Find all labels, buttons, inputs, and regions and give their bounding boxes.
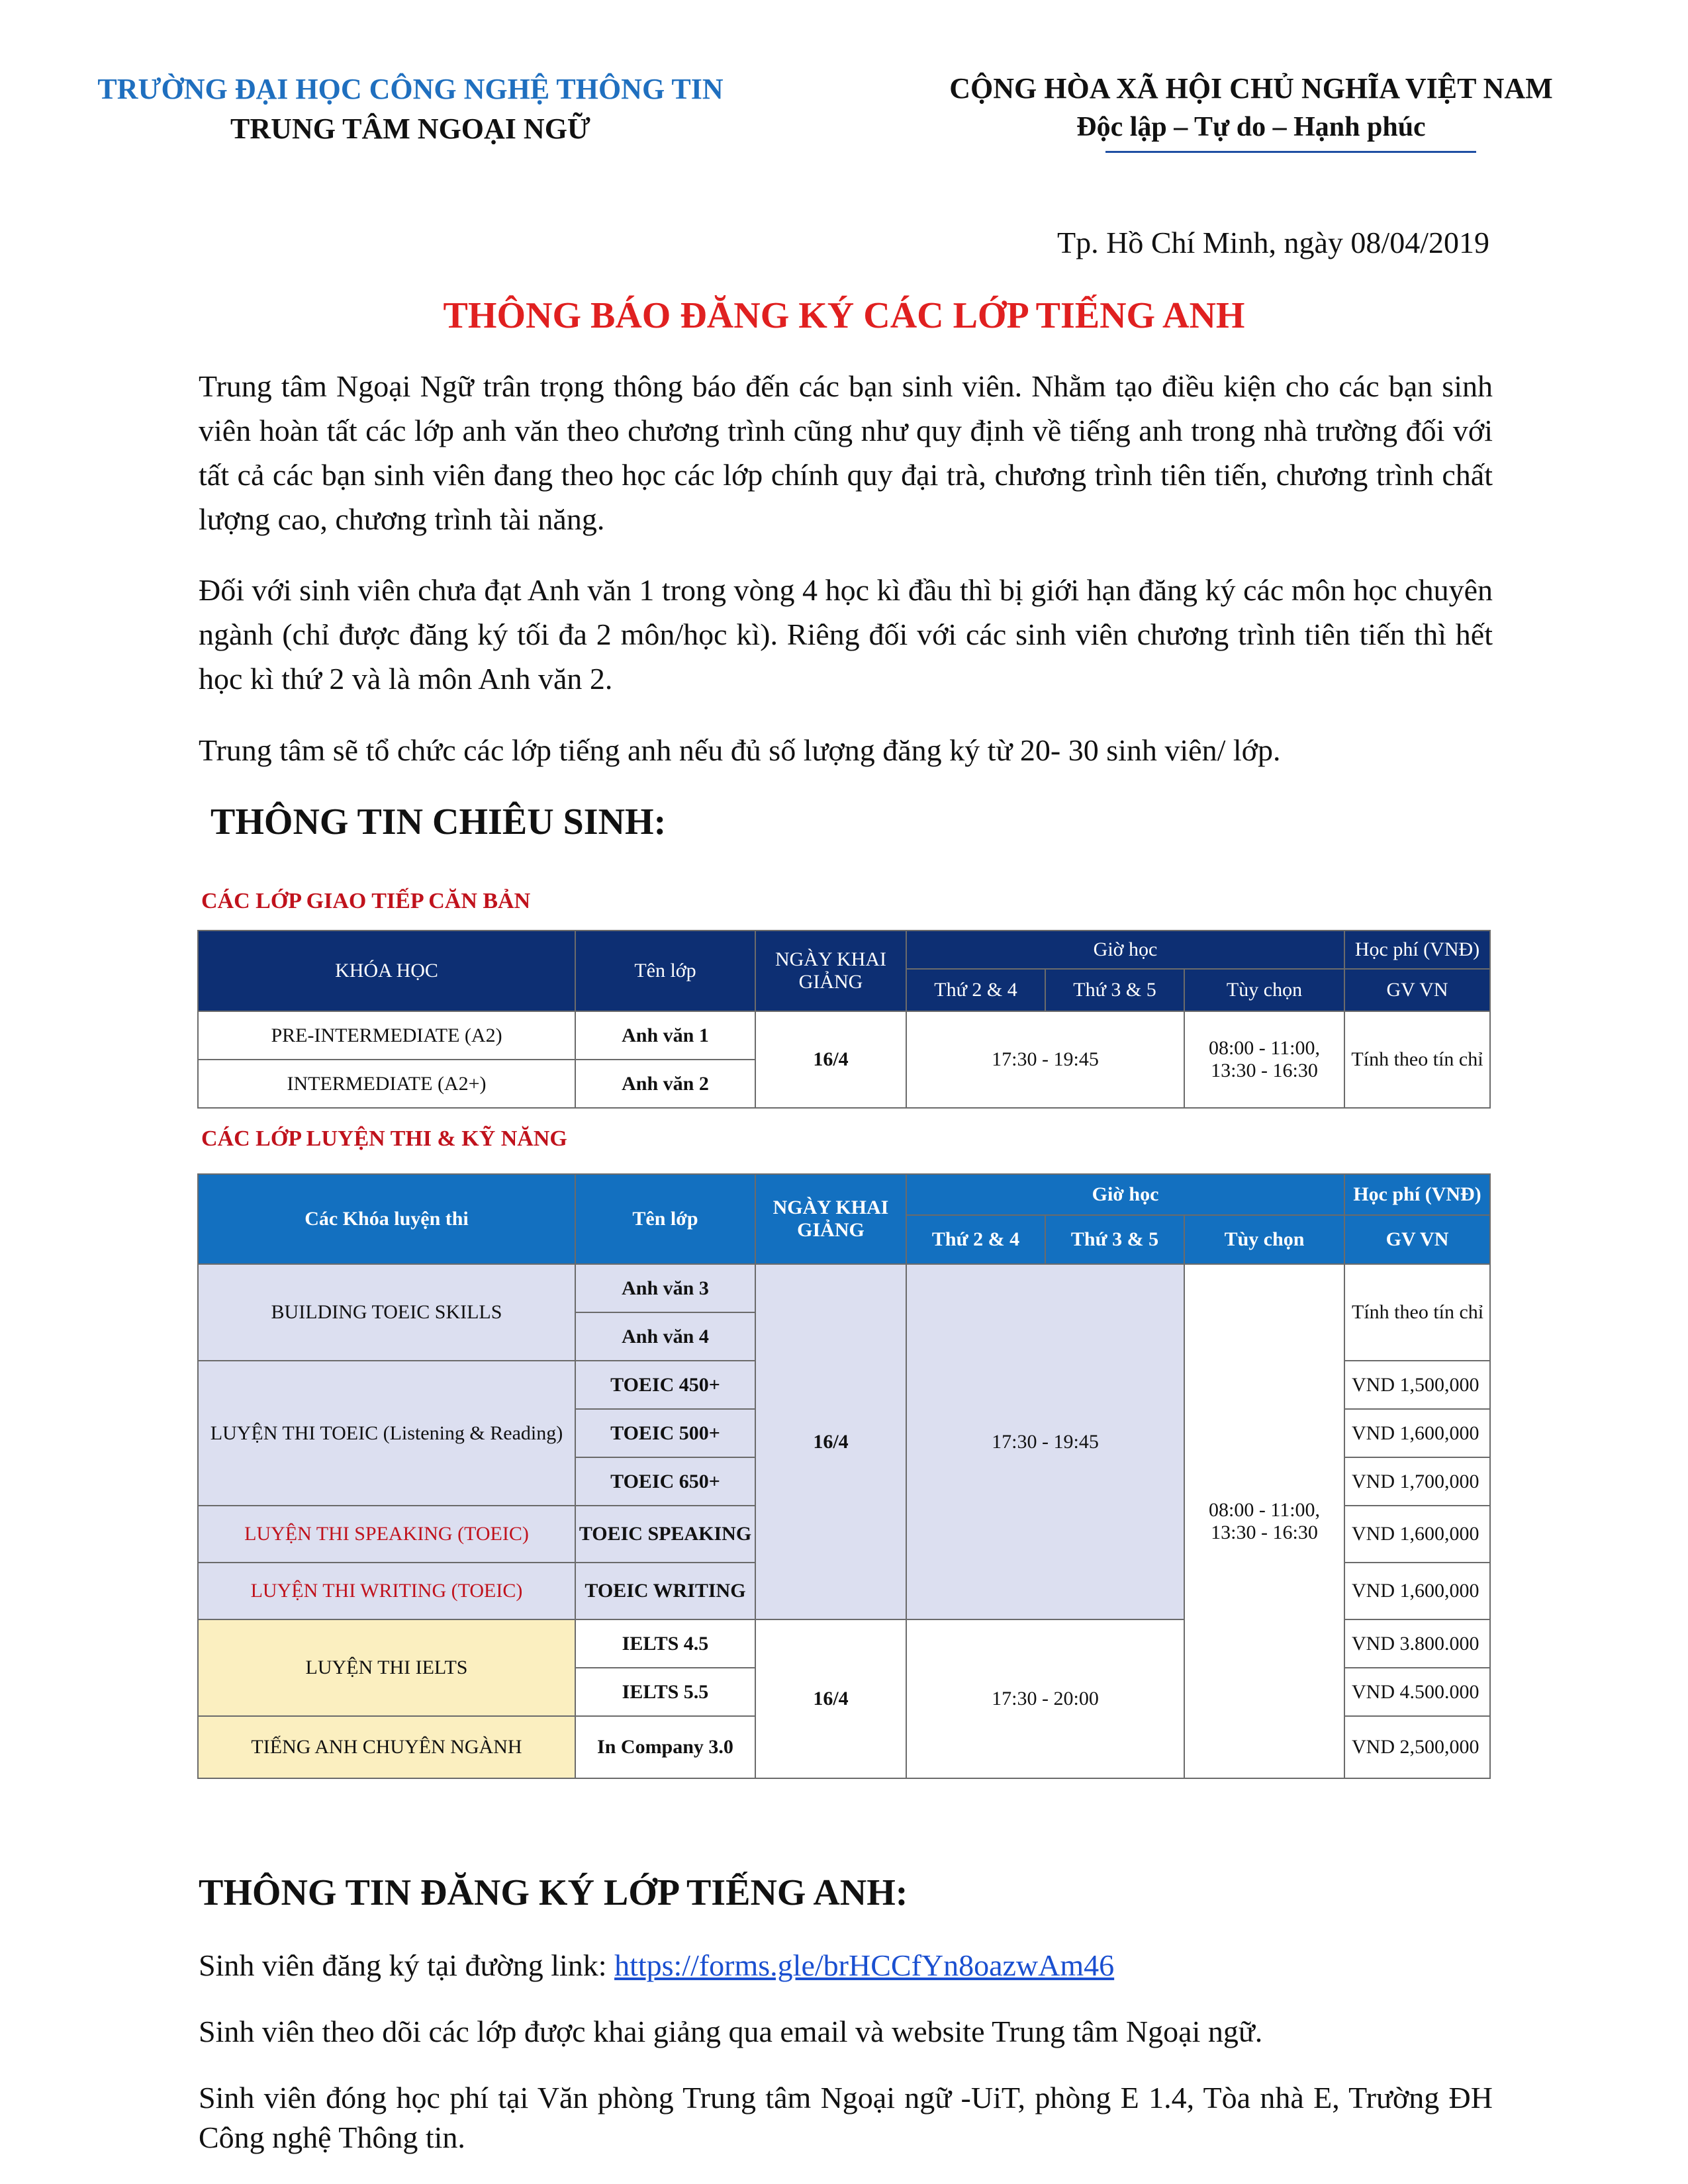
header-course: Các Khóa luyện thi — [198, 1174, 575, 1264]
table-cell-class: Anh văn 2 — [575, 1060, 755, 1108]
table-cell-time: 17:30 - 20:00 — [906, 1619, 1184, 1778]
header-optional: Tùy chọn — [1184, 1215, 1344, 1264]
table-cell-fee: VND 1,600,000 — [1344, 1506, 1490, 1563]
header-left — [79, 69, 741, 149]
register-link-prefix: Sinh viên đăng ký tại đường link: — [199, 1948, 615, 1982]
header-teacher: GV VN — [1344, 1215, 1490, 1264]
table-cell-fee: VND 1,500,000 — [1344, 1361, 1490, 1409]
header-fee: Học phí (VNĐ) — [1344, 931, 1490, 969]
table-cell-class: Anh văn 3 — [575, 1264, 755, 1312]
header-hours: Giờ học — [906, 1174, 1344, 1215]
table-cell-fee: Tính theo tín chỉ — [1344, 1264, 1490, 1361]
header-start-date: NGÀY KHAI GIẢNG — [755, 931, 906, 1011]
table-cell-fee: VND 1,600,000 — [1344, 1563, 1490, 1619]
header-mon-wed: Thứ 2 & 4 — [906, 1215, 1045, 1264]
table-cell-course: PRE-INTERMEDIATE (A2) — [198, 1011, 575, 1060]
table-cell-fee: Tính theo tín chỉ — [1344, 1011, 1490, 1108]
table-cell-course-group: LUYỆN THI WRITING (TOEIC) — [198, 1563, 575, 1619]
exam-prep-table — [197, 1173, 1491, 1779]
national-motto: Độc lập – Tự do – Hạnh phúc — [1076, 112, 1426, 142]
table-cell-start: 16/4 — [755, 1619, 906, 1778]
header-fee: Học phí (VNĐ) — [1344, 1174, 1490, 1215]
header-tue-thu: Thứ 3 & 5 — [1045, 969, 1184, 1011]
table-cell-class: IELTS 4.5 — [575, 1619, 755, 1668]
republic-name: CỘNG HÒA XÃ HỘI CHỦ NGHĨA VIỆT NAM — [949, 72, 1553, 105]
table1-caption: CÁC LỚP GIAO TIẾP CĂN BẢN — [201, 889, 531, 913]
payment-info-line: Sinh viên đóng học phí tại Văn phòng Trung tâm Ngoại ngữ -UiT, phòng E 1.4, Tòa nhà E, Trường ĐH Công nghệ Thông tin. — [199, 2081, 1493, 2154]
table2-caption: CÁC LỚP LUYỆN THI & KỸ NĂNG — [201, 1126, 567, 1151]
header-class: Tên lớp — [575, 931, 755, 1011]
section-register-heading: THÔNG TIN ĐĂNG KÝ LỚP TIẾNG ANH: — [199, 1872, 908, 1913]
table-cell-class: TOEIC 650+ — [575, 1457, 755, 1506]
basic-communication-table — [197, 930, 1491, 1109]
header-class: Tên lớp — [575, 1174, 755, 1264]
header-tue-thu: Thứ 3 & 5 — [1045, 1215, 1184, 1264]
paragraph-class-size: Trung tâm sẽ tổ chức các lớp tiếng anh nếu đủ số lượng đăng ký từ 20- 30 sinh viên/ lớp. — [199, 733, 1281, 767]
table-cell-class: TOEIC 500+ — [575, 1409, 755, 1457]
register-link-line — [199, 1946, 1493, 1985]
table-cell-optional-time: 08:00 - 11:00, 13:30 - 16:30 — [1184, 1011, 1344, 1108]
register-form-link[interactable]: https://forms.gle/brHCCfYn8oazwAm46 — [614, 1948, 1115, 1982]
table-cell-course-group: LUYỆN THI IELTS — [198, 1619, 575, 1716]
school-name: TRƯỜNG ĐẠI HỌC CÔNG NGHỆ THÔNG TIN — [97, 73, 724, 105]
table-cell-class: IELTS 5.5 — [575, 1668, 755, 1716]
motto-underline — [1105, 151, 1476, 153]
follow-info-line: Sinh viên theo dõi các lớp được khai giảng qua email và website Trung tâm Ngoại ngữ. — [199, 2015, 1263, 2048]
document-title: THÔNG BÁO ĐĂNG KÝ CÁC LỚP TIẾNG ANH — [443, 295, 1245, 336]
table-cell-class: Anh văn 4 — [575, 1312, 755, 1361]
header-teacher: GV VN — [1344, 969, 1490, 1011]
date-line: Tp. Hồ Chí Minh, ngày 08/04/2019 — [1057, 226, 1489, 259]
table-cell-class: TOEIC WRITING — [575, 1563, 755, 1619]
header-hours: Giờ học — [906, 931, 1344, 969]
header-mon-wed: Thứ 2 & 4 — [906, 969, 1045, 1011]
table-cell-time: 17:30 - 19:45 — [906, 1011, 1184, 1108]
section-enrollment-heading: THÔNG TIN CHIÊU SINH: — [211, 801, 667, 842]
center-name: TRUNG TÂM NGOẠI NGỮ — [230, 113, 590, 145]
header-right — [920, 69, 1582, 146]
header-course: KHÓA HỌC — [198, 931, 575, 1011]
table-cell-course-group: LUYỆN THI SPEAKING (TOEIC) — [198, 1506, 575, 1563]
table-cell-class: In Company 3.0 — [575, 1716, 755, 1778]
table-cell-fee: VND 1,700,000 — [1344, 1457, 1490, 1506]
table-cell-class: TOEIC 450+ — [575, 1361, 755, 1409]
table-cell-fee: VND 1,600,000 — [1344, 1409, 1490, 1457]
table-cell-fee: VND 3.800.000 — [1344, 1619, 1490, 1668]
table-cell-class: Anh văn 1 — [575, 1011, 755, 1060]
table-cell-fee: VND 2,500,000 — [1344, 1716, 1490, 1778]
header-start-date: NGÀY KHAI GIẢNG — [755, 1174, 906, 1264]
table-cell-course-group: TIẾNG ANH CHUYÊN NGÀNH — [198, 1716, 575, 1778]
table-cell-start: 16/4 — [755, 1011, 906, 1108]
paragraph-restriction: Đối với sinh viên chưa đạt Anh văn 1 trong vòng 4 học kì đầu thì bị giới hạn đăng ký các môn học chuyên ngành (chỉ được đăng ký tối đa 2 môn/học kì). Riêng đối với các sinh viên chương trình tiên tiến thì hết học kì thứ 2 và là môn Anh văn 2. — [199, 573, 1493, 696]
table-cell-class: TOEIC SPEAKING — [575, 1506, 755, 1563]
table-cell-course-group: LUYỆN THI TOEIC (Listening & Reading) — [198, 1361, 575, 1506]
table-cell-optional-time: 08:00 - 11:00, 13:30 - 16:30 — [1184, 1264, 1344, 1778]
paragraph-intro: Trung tâm Ngoại Ngữ trân trọng thông báo đến các bạn sinh viên. Nhằm tạo điều kiện cho các bạn sinh viên hoàn tất các lớp anh văn theo chương trình cũng như quy định về tiếng anh trong nhà trường đối với tất cả các bạn sinh viên đang theo học các lớp chính quy đại trà, chương trình tiên tiến, chương trình chất lượng cao, chương trình tài năng. — [199, 369, 1493, 536]
table-cell-course: INTERMEDIATE (A2+) — [198, 1060, 575, 1108]
table-cell-course-group: BUILDING TOEIC SKILLS — [198, 1264, 575, 1361]
table-cell-start: 16/4 — [755, 1264, 906, 1619]
table-cell-time: 17:30 - 19:45 — [906, 1264, 1184, 1619]
header-optional: Tùy chọn — [1184, 969, 1344, 1011]
table-cell-fee: VND 4.500.000 — [1344, 1668, 1490, 1716]
